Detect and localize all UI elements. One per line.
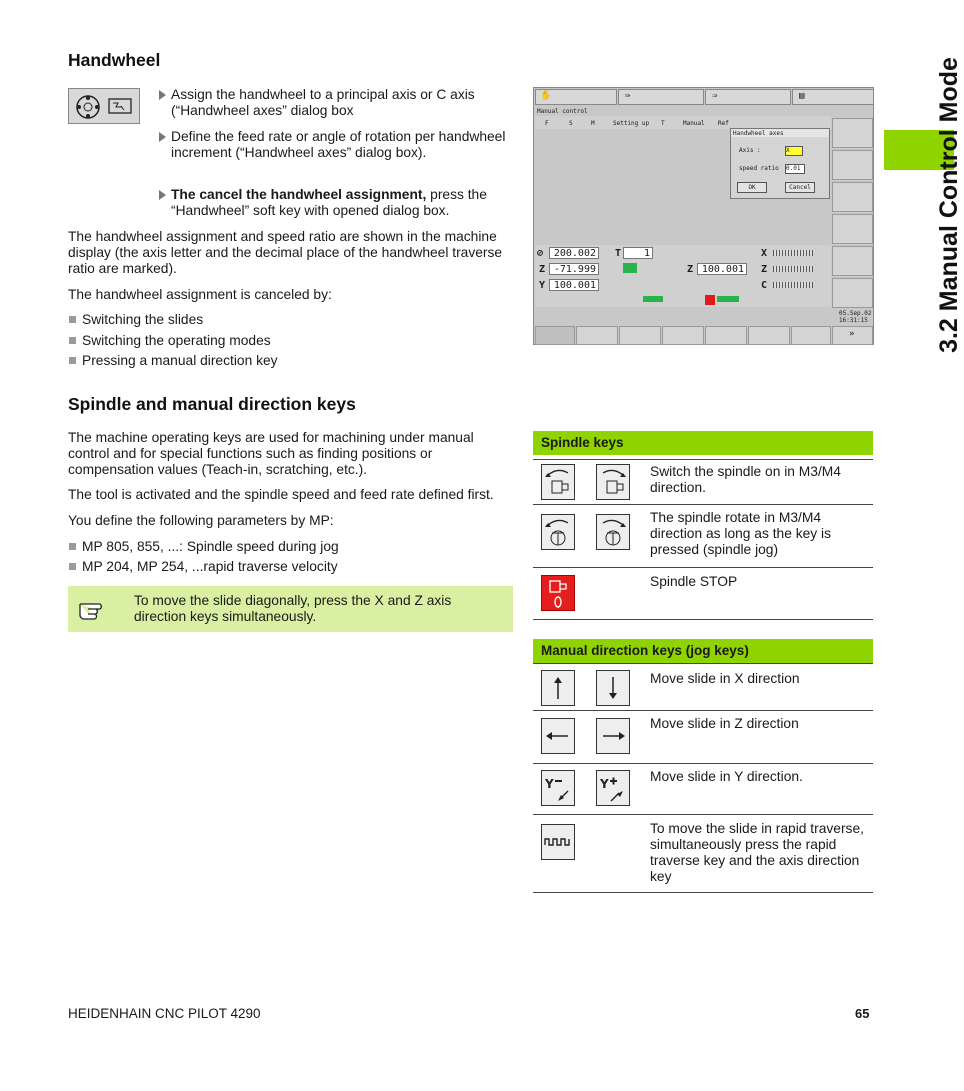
axis-y-label: Y xyxy=(539,280,546,291)
menu-item[interactable]: Manual xyxy=(683,120,705,127)
ok-button[interactable]: OK xyxy=(737,182,767,193)
jog-keys-header: Manual direction keys (jog keys) xyxy=(533,639,873,663)
step-cancel-bold: The cancel the handwheel assignment, xyxy=(171,187,427,202)
softkey[interactable] xyxy=(832,246,873,276)
softkey[interactable] xyxy=(576,326,618,345)
table-divider xyxy=(533,710,873,711)
step-cancel-rest: press the “Handwheel” soft key with opened dialog box. xyxy=(171,187,487,218)
svg-text:Y: Y xyxy=(600,777,609,791)
menu-item[interactable]: Ref xyxy=(718,120,729,127)
softkey[interactable] xyxy=(832,182,873,212)
step-cancel xyxy=(159,187,521,219)
disk-icon: ▤ xyxy=(799,91,805,101)
double-chevron-icon: » xyxy=(849,329,855,339)
menu-item[interactable]: S xyxy=(569,120,573,127)
jog-z-plus-key xyxy=(596,718,630,754)
time: 16:31:15 xyxy=(839,317,868,324)
spindle-para3: You define the following parameters by MP: xyxy=(68,513,334,528)
handwheel-softkey[interactable] xyxy=(535,326,575,345)
list-item: Pressing a manual direction key xyxy=(68,353,278,369)
jog-x-minus-key xyxy=(596,670,630,706)
spindle-jog-m4-key xyxy=(596,514,630,550)
page-number: 65 xyxy=(855,1006,870,1021)
softkey[interactable] xyxy=(662,326,704,345)
table-divider xyxy=(533,663,873,664)
softkey[interactable] xyxy=(832,150,873,180)
dialog-title: Handwheel axes xyxy=(733,130,784,137)
menu-item[interactable]: Setting up xyxy=(613,120,650,127)
softkey[interactable] xyxy=(791,326,831,345)
spindle-jog-m3-key xyxy=(541,514,575,550)
menu-item[interactable]: M xyxy=(591,120,595,127)
z2-position: 100.001 xyxy=(697,263,747,275)
tip-note xyxy=(68,586,513,632)
softkey[interactable] xyxy=(748,326,790,345)
spindle-row-text: Spindle STOP xyxy=(650,574,738,589)
pointing-hand-icon xyxy=(78,596,114,625)
arrow-icon: ⇛ xyxy=(625,91,631,101)
spindle-para2: The tool is activated and the spindle speed and feed rate defined first. xyxy=(68,487,494,502)
tab-manual[interactable] xyxy=(535,89,617,105)
axis-label: Axis : xyxy=(739,147,761,154)
handwheel-para1: The handwheel assignment and speed ratio are shown in the machine display (the axis letter and the decimal place of the handwheel traverse ratio are marked). xyxy=(68,229,503,276)
handwheel-para2: The handwheel assignment is canceled by: xyxy=(68,287,332,302)
svg-text:Y: Y xyxy=(545,777,554,791)
rapid-traverse-key xyxy=(541,824,575,860)
jog-row-text: To move the slide in rapid traverse, simultaneously press the rapid traverse key and the axis direction key xyxy=(650,821,864,884)
spindle-stop-key xyxy=(541,575,575,611)
tab-program[interactable] xyxy=(705,89,791,105)
table-divider xyxy=(533,892,873,893)
jog-z-minus-key xyxy=(541,718,575,754)
table-divider xyxy=(533,567,873,568)
spindle-para1: The machine operating keys are used for machining under manual control and for special functions such as finding positions or compensation values (Teach-in, scratching, etc.). xyxy=(68,430,474,477)
feed-bar xyxy=(643,296,663,302)
axis-field[interactable]: X xyxy=(785,146,803,156)
footer-title: HEIDENHAIN CNC PILOT 4290 xyxy=(68,1006,261,1021)
y-position: 100.001 xyxy=(549,279,599,291)
axis-label: C xyxy=(761,280,768,291)
menu-item[interactable]: T xyxy=(661,120,665,127)
x-position: 200.002 xyxy=(549,247,599,259)
axis-z-label: Z xyxy=(539,264,546,275)
spindle-row-text: Switch the spindle on in M3/M4 direction. xyxy=(650,464,841,495)
z-position: -71.999 xyxy=(549,263,599,275)
tool-number: 1 xyxy=(623,247,653,259)
list-item: Switching the slides xyxy=(68,312,203,328)
hand-icon: ✋ xyxy=(540,91,552,101)
more-softkey[interactable] xyxy=(832,326,873,345)
axis-label: Z xyxy=(761,264,768,275)
table-divider xyxy=(533,763,873,764)
status-indicator xyxy=(623,263,637,273)
load-gauge xyxy=(773,250,813,256)
step-assign: Assign the handwheel to a principal axis or C axis (“Handwheel axes” dialog box xyxy=(159,87,521,119)
jog-y-plus-key xyxy=(596,770,630,806)
menu-item[interactable]: F xyxy=(545,120,549,127)
mode-label: Manual control xyxy=(537,108,588,115)
jog-x-plus-key xyxy=(541,670,575,706)
spindle-heading: Spindle and manual direction keys xyxy=(68,394,356,414)
tip-text: To move the slide diagonally, press the X and Z axis direction keys simultaneously. xyxy=(134,593,452,624)
handwheel-dialog xyxy=(730,128,830,199)
jog-row-text: Move slide in Y direction. xyxy=(650,769,803,784)
load-gauge xyxy=(773,282,813,288)
list-item: MP 805, 855, ...: Spindle speed during jog xyxy=(68,539,339,555)
speed-ratio-field[interactable]: 0.01 xyxy=(785,164,805,174)
tab-auto[interactable] xyxy=(618,89,704,105)
spindle-bar xyxy=(717,296,739,302)
tool-label: T xyxy=(615,248,622,259)
spindle-on-m4-key xyxy=(596,464,630,500)
spindle-row-text: The spindle rotate in M3/M4 direction as long as the key is pressed (spindle jog) xyxy=(650,510,831,557)
tab-organize[interactable] xyxy=(792,89,874,105)
cnc-screen xyxy=(533,87,874,345)
speed-ratio-label: speed ratio xyxy=(739,165,779,172)
jog-row-text: Move slide in X direction xyxy=(650,671,800,686)
softkey[interactable] xyxy=(705,326,747,345)
arrow-icon: ⇒ xyxy=(712,91,718,101)
softkey[interactable] xyxy=(619,326,661,345)
table-divider xyxy=(533,504,873,505)
stop-indicator xyxy=(705,295,715,305)
table-divider xyxy=(533,619,873,620)
position-display xyxy=(535,245,831,307)
softkey[interactable] xyxy=(832,278,873,308)
list-item: Switching the operating modes xyxy=(68,333,271,349)
softkey[interactable] xyxy=(832,214,873,244)
chapter-title: 3.2 Manual Control Mode xyxy=(935,57,963,353)
diameter-icon: ⊘ xyxy=(537,248,544,259)
jog-row-text: Move slide in Z direction xyxy=(650,716,799,731)
load-gauge xyxy=(773,266,813,272)
axis-z2-label: Z xyxy=(687,264,694,275)
softkey[interactable] xyxy=(832,118,873,148)
spindle-keys-header: Spindle keys xyxy=(533,431,873,455)
date: 05.Sep.02 xyxy=(839,310,872,317)
jog-y-minus-key xyxy=(541,770,575,806)
spindle-on-m3-key xyxy=(541,464,575,500)
handwheel-heading: Handwheel xyxy=(68,50,161,70)
handwheel-key-icon xyxy=(68,88,140,124)
step-feed: Define the feed rate or angle of rotation per handwheel increment (“Handwheel axes” dialog box). xyxy=(159,129,521,161)
table-divider xyxy=(533,814,873,815)
axis-label: X xyxy=(761,248,768,259)
list-item: MP 204, MP 254, ...rapid traverse velocity xyxy=(68,559,338,575)
cancel-button[interactable]: Cancel xyxy=(785,182,815,193)
table-divider xyxy=(533,459,873,460)
